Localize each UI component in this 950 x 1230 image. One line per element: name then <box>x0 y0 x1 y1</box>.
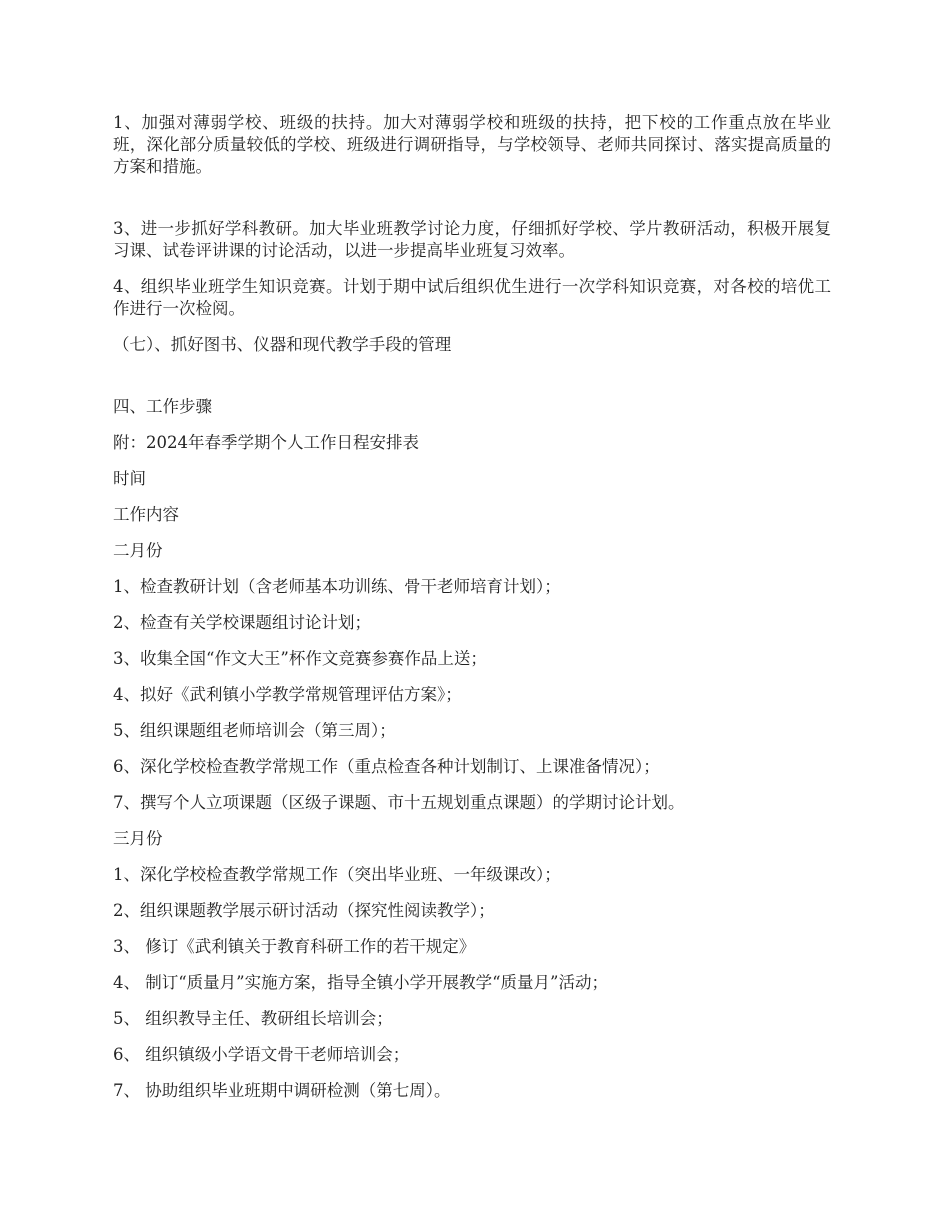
list-item: 2、组织课题教学展示研讨活动（探究性阅读教学）； <box>113 901 495 920</box>
list-item: 5、 组织教导主任、教研组长培训会； <box>113 1009 393 1028</box>
list-item: 3、收集全国“作文大王”杯作文竞赛参赛作品上送； <box>113 649 487 668</box>
list-item: 6、深化学校检查教学常规工作（重点检查各种计划制订、上课准备情况）； <box>113 757 660 776</box>
month-label-february: 二月份 <box>113 541 163 560</box>
list-item: 7、 协助组织毕业班期中调研检测（第七周）。 <box>113 1081 451 1100</box>
paragraph-subject-research: 3、进一步抓好学科教研。加大毕业班教学讨论力度，仔细抓好学校、学片教研活动，积极开展复习课、试卷评讲课的讨论活动，以进一步提高毕业班复习效率。 <box>113 219 831 260</box>
section-title-work-steps: 四、工作步骤 <box>113 397 212 416</box>
table-header-content: 工作内容 <box>113 505 179 524</box>
paragraph-knowledge-contest: 4、组织毕业班学生知识竞赛。计划于期中试后组织优生进行一次学科知识竞赛，对各校的培优工作进行一次检阅。 <box>113 277 831 318</box>
list-item: 5、组织课题组老师培训会（第三周）； <box>113 721 396 740</box>
list-item: 1、深化学校检查教学常规工作（突出毕业班、一年级课改）； <box>113 865 561 884</box>
list-item: 1、检查教研计划（含老师基本功训练、骨干老师培育计划）； <box>113 577 561 596</box>
heading-library-management: （七）、抓好图书、仪器和现代教学手段的管理 <box>113 335 452 354</box>
list-item: 7、撰写个人立项课题（区级子课题、市十五规划重点课题）的学期讨论计划。 <box>113 793 685 812</box>
document-page <box>113 112 831 1102</box>
appendix-title: 附：2024年春季学期个人工作日程安排表 <box>113 433 419 452</box>
list-item: 4、 制订“质量月”实施方案，指导全镇小学开展教学“质量月”活动； <box>113 973 608 992</box>
list-item: 6、 组织镇级小学语文骨干老师培训会； <box>113 1045 410 1064</box>
list-item: 2、检查有关学校课题组讨论计划； <box>113 613 371 632</box>
table-header-time: 时间 <box>113 469 146 488</box>
month-label-march: 三月份 <box>113 829 163 848</box>
list-item: 3、 修订《武利镇关于教育科研工作的若干规定》 <box>113 937 476 956</box>
paragraph-support-weak-schools: 1、加强对薄弱学校、班级的扶持。加大对薄弱学校和班级的扶持，把下校的工作重点放在毕业班，深化部分质量较低的学校、班级进行调研指导，与学校领导、老师共同探讨、落实提高质量的方案和措施。 <box>113 113 831 176</box>
list-item: 4、拟好《武利镇小学教学常规管理评估方案》； <box>113 685 462 704</box>
